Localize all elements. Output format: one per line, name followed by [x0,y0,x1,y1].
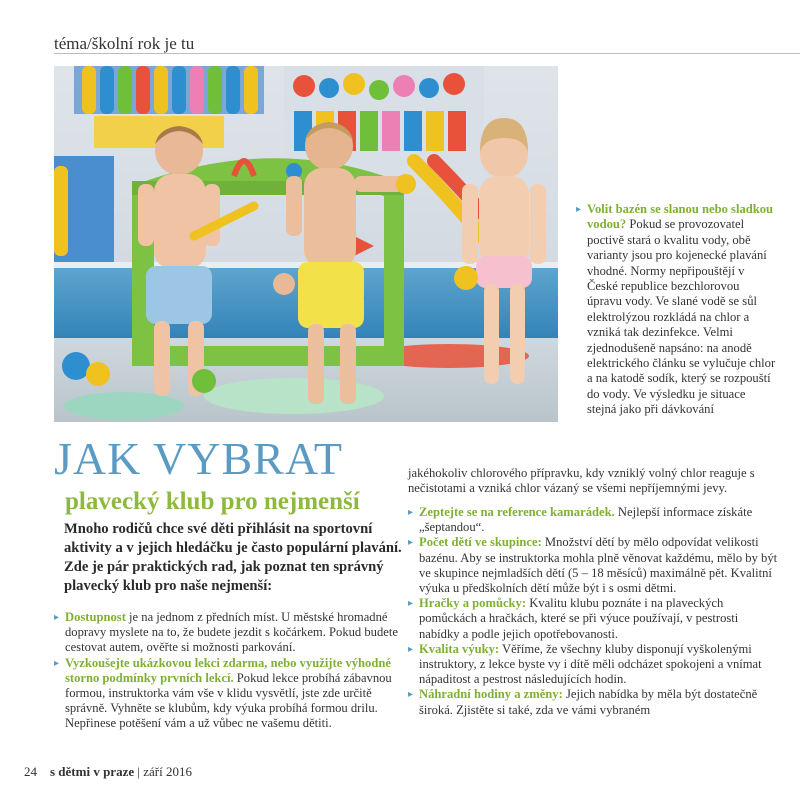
bullet-heading: Dostupnost [65,610,126,624]
bullet-text: je na jednom z předních míst. U městské hromadné dopravy myslete na to, že budete jezdit s kočárkem. Pokud budete cestovat autem, ověřte si možnosti parkování. [65,610,398,655]
bullet-text: Věříme, že všechny kluby disponují vyškolenými instruktory, z lekce byste vy i dítě měli odcházet spokojeni a vnímat nápaditost a pestrost následujících hodin. [419,641,762,687]
arrow-bullet-icon: ▸ [576,204,582,215]
arrow-bullet-icon: ▸ [54,657,60,669]
article-subtitle: plavecký klub pro nejmenší [65,488,360,515]
arrow-bullet-icon: ▸ [408,689,414,701]
issue-date: září 2016 [143,764,192,779]
list-item [54,656,404,732]
bullet-heading: Náhradní hodiny a změny: [419,687,563,702]
right-bullet-list [408,505,778,718]
bullet-heading: Kvalita výuky: [419,641,500,656]
list-item [408,596,778,642]
bullet-heading: Volit bazén se slanou nebo sladkou vodou? [587,202,774,232]
arrow-bullet-icon: ▸ [54,612,60,623]
list-item [408,687,778,717]
bullet-text: Jejich nabídka by měla být dostatečně široká. Zjistěte si také, zda ve vámi vybraném [419,687,758,717]
bullet-heading: Hračky a pomůcky: [419,596,527,611]
bullet-heading: Počet dětí ve skupince: [419,535,542,550]
list-item [408,535,778,596]
arrow-bullet-icon: ▸ [408,537,414,549]
left-bullet-list [54,610,404,732]
right-column-top [576,202,776,418]
bullet-text: Nejlepší informace získáte „šeptandou“. [419,505,753,535]
arrow-bullet-icon: ▸ [408,643,414,655]
arrow-bullet-icon: ▸ [408,598,414,610]
bullet-heading: Zeptejte se na reference kamarádek. [419,505,615,519]
header-divider [54,53,800,54]
bullet-heading: Vyzkoušejte ukázkovou lekci zdarma, nebo využijte výhodné storno podmínky prvních lekcí. [65,655,391,685]
bullet-text: Pokud se provozovatel poctivě stará o kvalitu vody, obě varianty jsou pro kojenecké plavání vhodné. Normy nepřipouštějí v České republice bezchlorovou úpravu vody. Ve slané vodě se sůl elektrolýzou rozkládá na chlor a vzniká tak dezinfekce. Velmi zjednodušeně napsáno: na anodě elektrického článku se vylučuje chlor a na katodě sodík, který se rozpouští do vody. Ve výsledku je situace stejná jako při dávkování [587,217,776,417]
arrow-bullet-icon: ▸ [408,507,414,518]
bullet-text: Kvalitu klubu poznáte i na plaveckých pomůckách a hračkách, které se při výuce používají, v pestrosti nabídky a podle jejich opotřebovanosti. [419,596,739,641]
bullet-text: Pokud lekce probíhá zábavnou formou, instruktorka vám vše v klidu vysvětlí, jste zde určitě správně. Vyhněte se klubům, kdy výuka probíhá formou drilu. Nepřinese potěšení vám a už vůbec ne vašemu dětiti. [65,670,392,731]
article-intro: Mnoho rodičů chce své děti přihlásit na sportovní aktivity a v jejich hledáčku je často populární plavání. Zde je pár praktických rad, jak poznat ten správný plavecký klub pro naše nejmenší: [64,521,402,594]
section-header: téma/školní rok je tu [54,34,195,53]
page-footer [24,764,192,780]
list-item [408,642,778,688]
footer-separator: | [137,764,144,779]
article-title: JAK VYBRAT [54,433,344,484]
list-item [408,505,778,535]
magazine-name: s dětmi v praze [50,764,135,779]
photo-children-pool [54,66,558,422]
right-column-continuation: jakéhokoliv chlorového přípravku, kdy vzniklý volný chlor reaguje s nečistotami a vzniká chlor vázaný se všemi nepříjemnými jevy. [408,466,755,496]
list-item [54,610,404,656]
list-item [576,202,776,418]
page-number: 24 [24,764,37,779]
bullet-text: Množství dětí by mělo odpovídat velikosti bazénu. Aby se instruktorka mohla plně věnovat každému, mělo by být ve skupince nejmladších dětí (5 – 18 měsíců) maximálně pět. Kvalitní výuka u předškolních dětí může být i s osmi dětmi. [419,535,778,596]
